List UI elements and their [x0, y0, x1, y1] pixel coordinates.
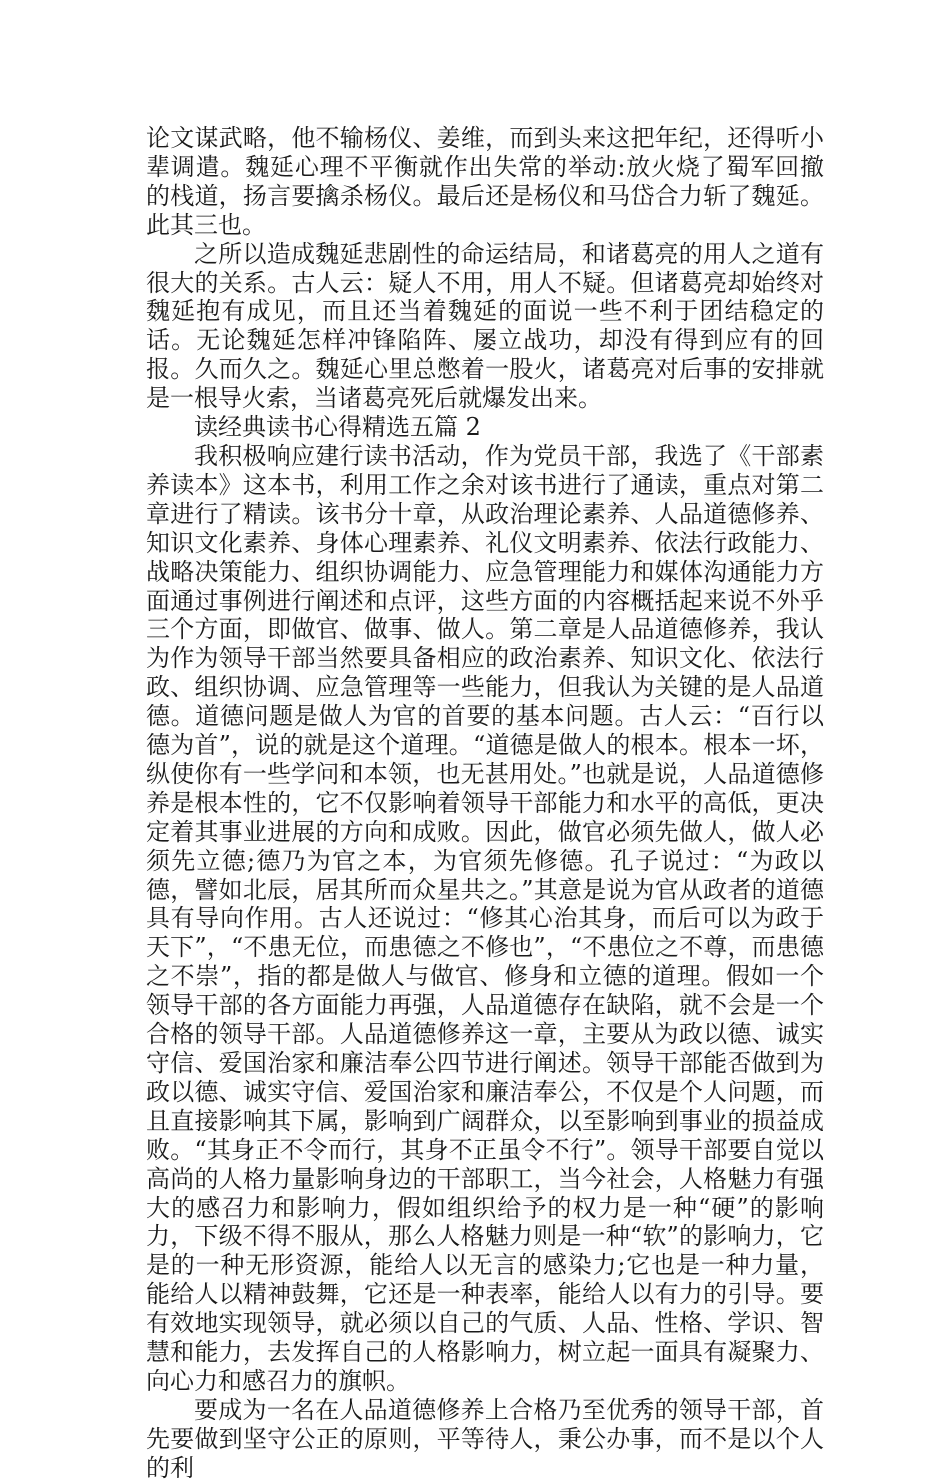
- paragraph-4: 要成为一名在人品道德修养上合格乃至优秀的领导干部，首先要做到坚守公正的原则，平等待人，秉公办事，而不是以个人的利: [146, 1395, 824, 1482]
- section-heading: 读经典读书心得精选五篇 2: [194, 413, 481, 442]
- paragraph-1: 论文谋武略，他不输杨仪、姜维，而到头来这把年纪，还得听小辈调遣。魏延心理不平衡就作出失常的举动:放火烧了蜀军回撤的栈道，扬言要擒杀杨仪。最后还是杨仪和马岱合力斩了魏延。此其三也。: [146, 124, 824, 239]
- document-body: [146, 124, 824, 1483]
- paragraph-3: 我积极响应建行读书活动，作为党员干部，我选了《干部素养读本》这本书，利用工作之余对该书进行了通读，重点对第二章进行了精读。该书分十章，从政治理论素养、人品道德修养、知识文化素养、身体心理素养、礼仪文明素养、依法行政能力、战略决策能力、组织协调能力、应急管理能力和媒体沟通能力方面通过事例进行阐述和点评，这些方面的内容概括起来说不外乎三个方面，即做官、做事、做人。第二章是人品道德修养，我认为作为领导干部当然要具备相应的政治素养、知识文化、依法行政、组织协调、应急管理等一些能力，但我认为关键的是人品道德。道德问题是做人为官的首要的基本问题。古人云：“百行以德为首”，说的就是这个道理。“道德是做人的根本。根本一坏，纵使你有一些学问和本领，也无甚用处。”也就是说，人品道德修养是根本性的，它不仅影响着领导干部能力和水平的高低，更决定着其事业进展的方向和成败。因此，做官必须先做人，做人必须先立德;德乃为官之本，为官须先修德。孔子说过：“为政以德，譬如北辰，居其所而众星共之。”其意是说为官从政者的道德具有导向作用。古人还说过：“修其心治其身，而后可以为政于天下”，“不患无位，而患德之不修也”，“不患位之不尊，而患德之不崇”，指的都是做人与做官、修身和立德的道理。假如一个领导干部的各方面能力再强，人品道德存在缺陷，就不会是一个合格的领导干部。人品道德修养这一章，主要从为政以德、诚实守信、爱国治家和廉洁奉公四节进行阐述。领导干部能否做到为政以德、诚实守信、爱国治家和廉洁奉公，不仅是个人问题，而且直接影响其下属，影响到广阔群众，以至影响到事业的损益成败。“其身正不令而行，其身不正虽令不行”。领导干部要自觉以高尚的人格力量影响身边的干部职工，当今社会，人格魅力有强大的感召力和影响力，假如组织给予的权力是一种“硬”的影响力，下级不得不服从，那么人格魅力则是一种“软”的影响力，它是的一种无形资源，能给人以无言的感染力;它也是一种力量，能给人以精神鼓舞，它还是一种表率，能给人以有力的引导。要有效地实现领导，就必须以自己的气质、人品、性格、学识、智慧和能力，去发挥自己的人格影响力，树立起一面具有凝聚力、向心力和感召力的旗帜。: [146, 441, 824, 1395]
- paragraph-2: 之所以造成魏延悲剧性的命运结局，和诸葛亮的用人之道有很大的关系。古人云：疑人不用，用人不疑。但诸葛亮却始终对魏延抱有成见，而且还当着魏延的面说一些不利于团结稳定的话。无论魏延怎样冲锋陷阵、屡立战功，却没有得到应有的回报。久而久之。魏延心里总憋着一股火，诸葛亮对后事的安排就是一根导火索，当诸葛亮死后就爆发出来。: [146, 239, 824, 413]
